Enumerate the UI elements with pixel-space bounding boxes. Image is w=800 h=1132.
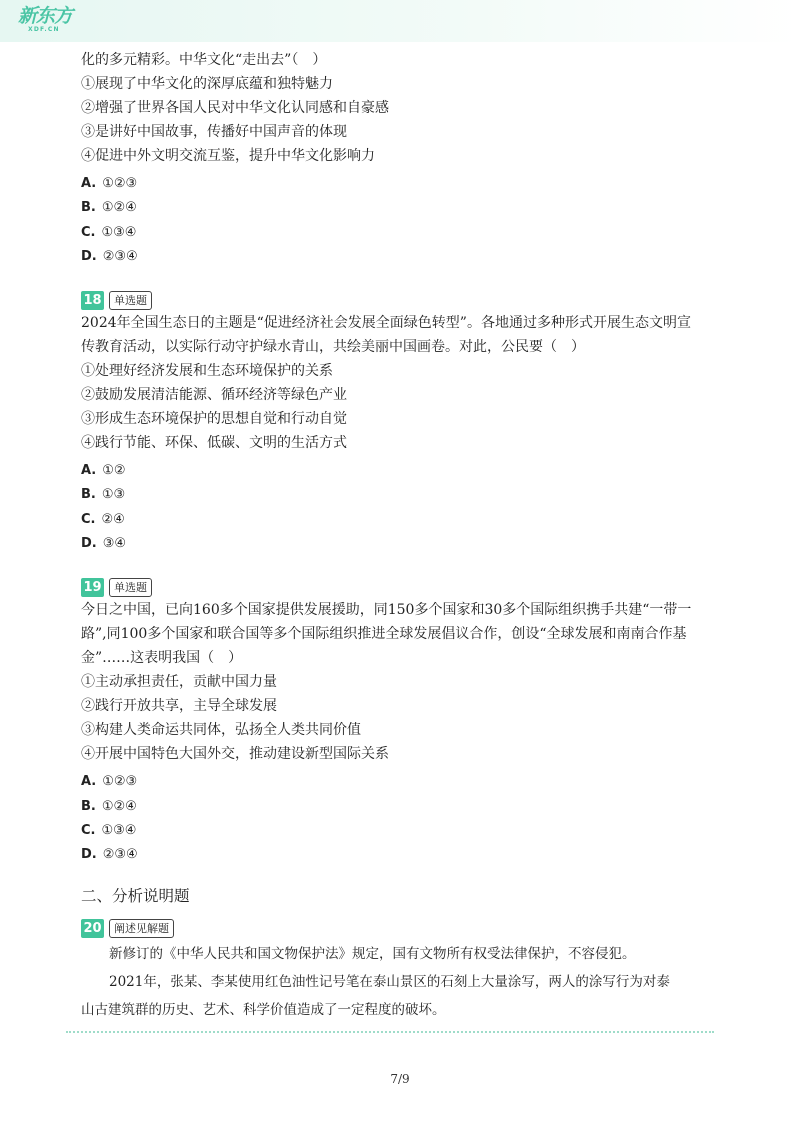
page-divider: [66, 1031, 714, 1033]
option-text: ②③④: [102, 847, 138, 863]
option-text: ②③④: [102, 248, 138, 264]
statement: ②增强了世界各国人民对中华文化认同感和自豪感: [81, 100, 389, 116]
question-number-badge: 18: [81, 291, 104, 310]
paragraph-continuation: 山古建筑群的历史、艺术、科学价值造成了一定程度的破坏。: [81, 1001, 446, 1018]
brand-logo: [18, 6, 78, 36]
option-letter: A.: [81, 176, 97, 191]
statement: ②鼓励发展清洁能源、循环经济等绿色产业: [81, 387, 347, 404]
question-header: [81, 576, 721, 598]
option-text: ②④: [101, 511, 125, 527]
option-letter: C.: [81, 511, 96, 527]
question-17: [81, 48, 721, 269]
question-stem-line: 化的多元精彩。中华文化“走出去”（ ）: [81, 52, 327, 68]
option-letter: D.: [81, 248, 97, 264]
option-text: ③④: [102, 536, 127, 552]
option-d[interactable]: [81, 532, 721, 556]
question-stem-line: 传教育活动，以实际行动守护绿水青山，共绘美丽中国画卷。对此，公民要（ ）: [81, 339, 585, 356]
statement: ②践行开放共享，主导全球发展: [81, 698, 277, 715]
paragraph: 2021年，张某、李某使用红色油性记号笔在泰山景区的石刻上大量涂写，两人的涂写行为对泰: [109, 973, 670, 990]
statement: ③是讲好中国故事，传播好中国声音的体现: [81, 124, 347, 140]
option-a[interactable]: [81, 770, 721, 794]
option-a[interactable]: [81, 172, 721, 196]
statement: ③形成生态环境保护的思想自觉和行动自觉: [81, 411, 347, 428]
option-c[interactable]: [81, 819, 721, 843]
option-text: ①③④: [101, 224, 137, 240]
question-stem-line: 今日之中国，已向160多个国家提供发展援助，同150多个国家和30多个国际组织携手共建“一带一: [81, 602, 692, 619]
question-18: [81, 289, 721, 556]
question-20: [81, 918, 721, 1024]
statement: ④开展中国特色大国外交，推动建设新型国际关系: [81, 746, 389, 763]
statement: ①处理好经济发展和生态环境保护的关系: [81, 363, 333, 380]
page-number: 7/9: [390, 1072, 410, 1086]
option-text: ①②③: [102, 176, 138, 191]
option-letter: B.: [81, 487, 96, 503]
statement: ③构建人类命运共同体，弘扬全人类共同价值: [81, 722, 361, 739]
question-type-tag: 单选题: [109, 578, 152, 597]
question-stem-line: 路”,同100多个国家和联合国等多个国际组织推进全球发展倡议合作，创设“全球发展和南南合作基: [81, 626, 687, 643]
option-text: ①②③: [102, 774, 138, 790]
question-stem-line: 金”……这表明我国（ ）: [81, 650, 243, 667]
question-header: [81, 918, 721, 940]
option-c[interactable]: [81, 508, 721, 532]
statement: ①展现了中华文化的深厚底蕴和独特魅力: [81, 76, 333, 92]
option-letter: B.: [81, 798, 96, 814]
option-letter: A.: [81, 463, 97, 479]
question-type-tag: 单选题: [109, 291, 152, 310]
statement: ④促进中外文明交流互鉴，提升中华文化影响力: [81, 148, 375, 164]
statement: ④践行节能、环保、低碳、文明的生活方式: [81, 435, 347, 452]
option-letter: C.: [81, 822, 96, 838]
option-b[interactable]: [81, 795, 721, 819]
option-d[interactable]: [81, 843, 721, 867]
question-19: [81, 576, 721, 867]
section-title: 二、分析说明题: [81, 886, 190, 905]
question-number-badge: 19: [81, 578, 104, 597]
option-text: ①②: [102, 463, 126, 479]
question-type-tag: 阐述见解题: [109, 919, 174, 938]
page-content: [81, 48, 721, 1024]
brand-logo-text: 新东方: [18, 5, 73, 27]
page-header: [0, 0, 800, 42]
option-text: ①③④: [101, 822, 137, 838]
option-d[interactable]: [81, 245, 721, 269]
option-text: ①③: [101, 487, 126, 503]
option-letter: B.: [81, 200, 96, 216]
question-stem-line: 2024年全国生态日的主题是“促进经济社会发展全面绿色转型”。各地通过多种形式开展生态文明宣: [81, 315, 691, 332]
option-letter: D.: [81, 847, 97, 863]
option-text: ①②④: [101, 200, 137, 216]
question-number-badge: 20: [81, 919, 104, 938]
option-c[interactable]: [81, 221, 721, 245]
option-letter: A.: [81, 774, 97, 790]
option-b[interactable]: [81, 196, 721, 220]
statement: ①主动承担责任，贡献中国力量: [81, 674, 277, 691]
paragraph: 新修订的《中华人民共和国文物保护法》规定，国有文物所有权受法律保护，不容侵犯。: [109, 945, 636, 962]
option-letter: C.: [81, 224, 96, 240]
option-a[interactable]: [81, 459, 721, 483]
question-header: [81, 289, 721, 311]
option-b[interactable]: [81, 483, 721, 507]
option-text: ①②④: [101, 798, 137, 814]
brand-logo-domain: XDF.CN: [28, 26, 60, 33]
option-letter: D.: [81, 536, 97, 552]
